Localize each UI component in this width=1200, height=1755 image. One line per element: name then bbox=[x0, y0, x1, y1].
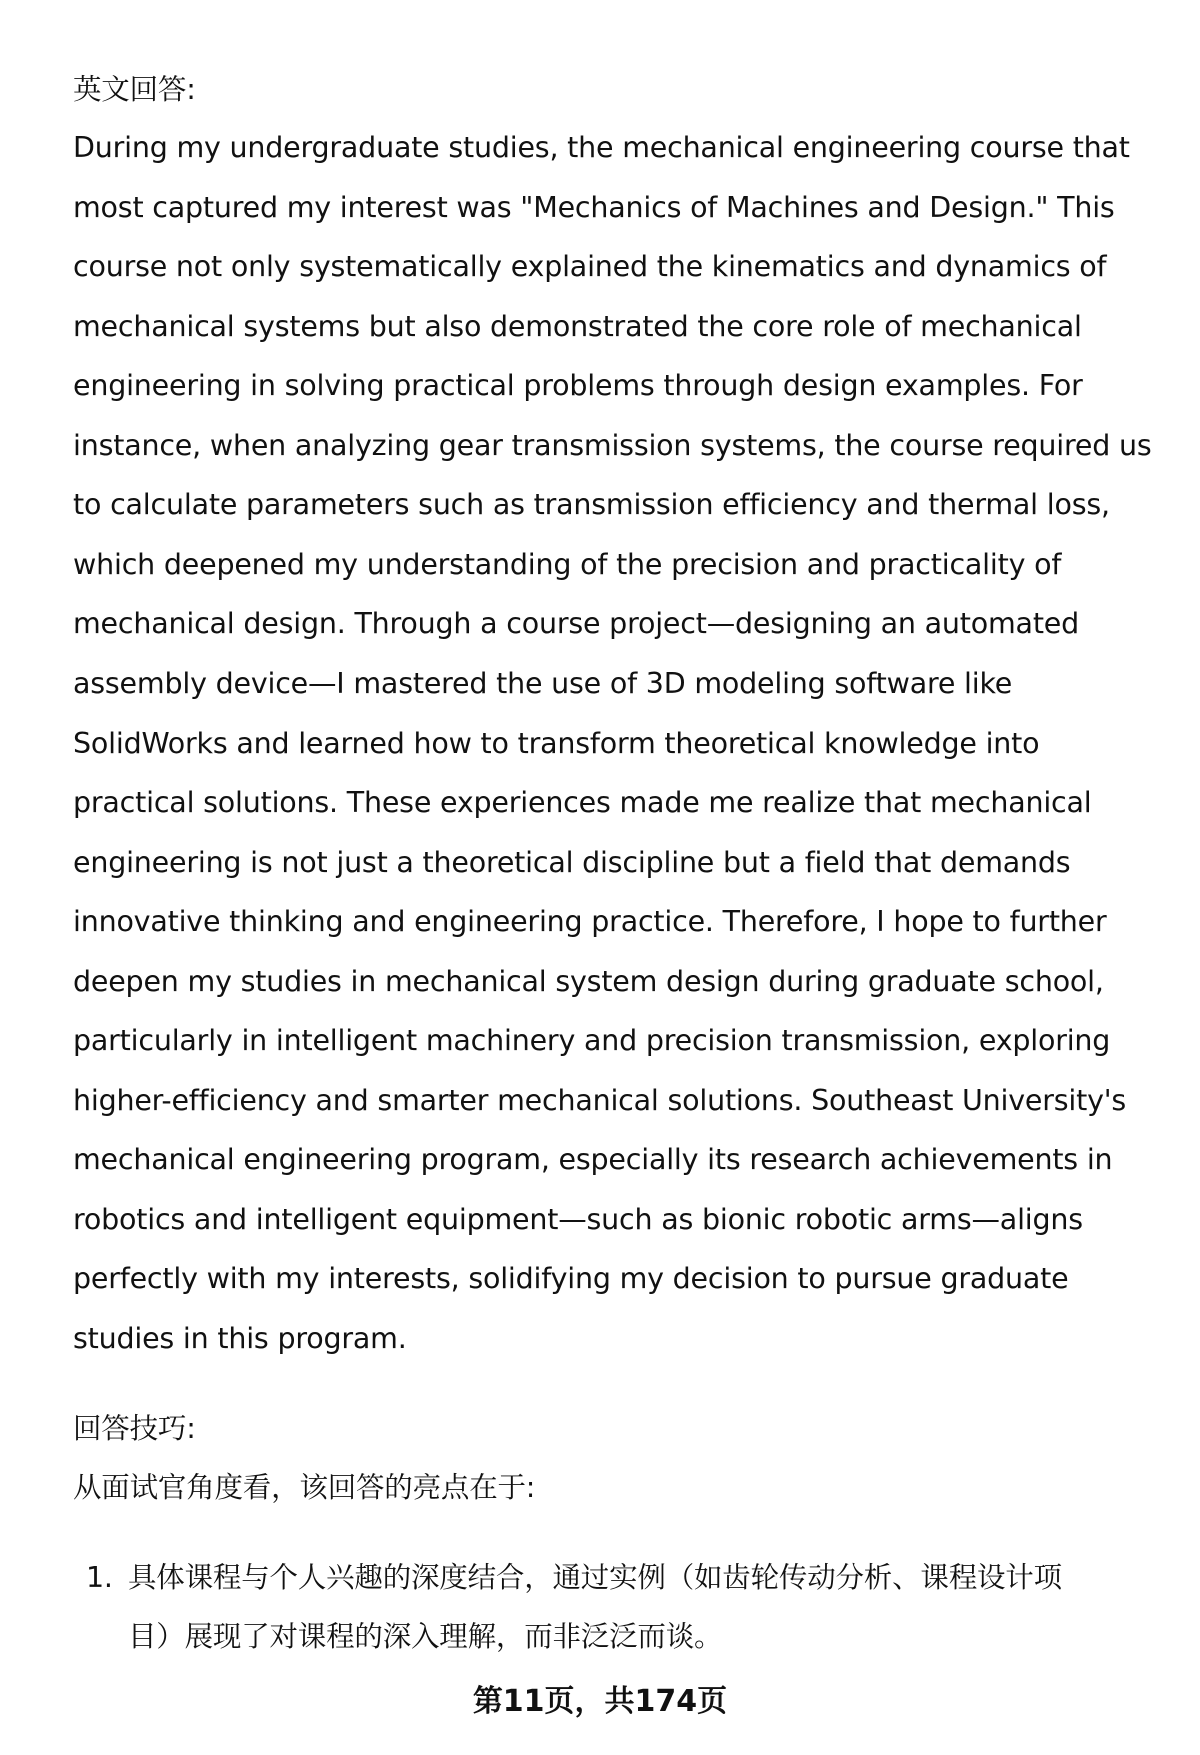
list-item-line: 具体课程与个人兴趣的深度结合，通过实例（如齿轮传动分析、课程设计项 bbox=[128, 1561, 1062, 1594]
answer-line: particularly in intelligent machinery and precision transmission, exploring bbox=[73, 1024, 1111, 1058]
answer-line: most captured my interest was "Mechanics of Machines and Design." This bbox=[73, 190, 1115, 224]
answer-line: course not only systematically explained the kinematics and dynamics of bbox=[73, 250, 1107, 284]
answer-line: to calculate parameters such as transmission efficiency and thermal loss, bbox=[73, 488, 1110, 522]
answer-line: deepen my studies in mechanical system design during graduate school, bbox=[73, 964, 1104, 998]
answer-line: robotics and intelligent equipment—such as bionic robotic arms—aligns bbox=[73, 1202, 1083, 1236]
list-number: 1. bbox=[86, 1561, 113, 1594]
answer-line: SolidWorks and learned how to transform theoretical knowledge into bbox=[73, 726, 1040, 760]
tips-heading: 回答技巧: bbox=[73, 1412, 196, 1445]
answer-line: which deepened my understanding of the precision and practicality of bbox=[73, 547, 1062, 581]
page-number-footer: 第11页，共174页 bbox=[472, 1684, 728, 1719]
answer-line: innovative thinking and engineering practice. Therefore, I hope to further bbox=[73, 905, 1107, 939]
answer-line: practical solutions. These experiences made me realize that mechanical bbox=[73, 786, 1092, 820]
answer-line: assembly device—I mastered the use of 3D modeling software like bbox=[73, 666, 1013, 700]
tips-intro: 从面试官角度看，该回答的亮点在于: bbox=[73, 1471, 536, 1504]
answer-line: engineering in solving practical problems through design examples. For bbox=[73, 369, 1083, 403]
english-answer-heading: 英文回答: bbox=[73, 73, 196, 106]
answer-line: mechanical design. Through a course project—designing an automated bbox=[73, 607, 1080, 641]
answer-line: engineering is not just a theoretical discipline but a field that demands bbox=[73, 845, 1071, 879]
answer-line: mechanical systems but also demonstrated the core role of mechanical bbox=[73, 309, 1082, 343]
answer-line: During my undergraduate studies, the mechanical engineering course that bbox=[73, 131, 1130, 164]
answer-line: mechanical engineering program, especially its research achievements in bbox=[73, 1143, 1113, 1177]
answer-line: instance, when analyzing gear transmission systems, the course required us bbox=[73, 428, 1152, 462]
list-item-line: 目）展现了对课程的深入理解，而非泛泛而谈。 bbox=[128, 1620, 723, 1653]
answer-line: perfectly with my interests, solidifying my decision to pursue graduate bbox=[73, 1262, 1069, 1296]
answer-line: studies in this program. bbox=[73, 1322, 407, 1355]
answer-line: higher-efficiency and smarter mechanical solutions. Southeast University's bbox=[73, 1083, 1127, 1117]
